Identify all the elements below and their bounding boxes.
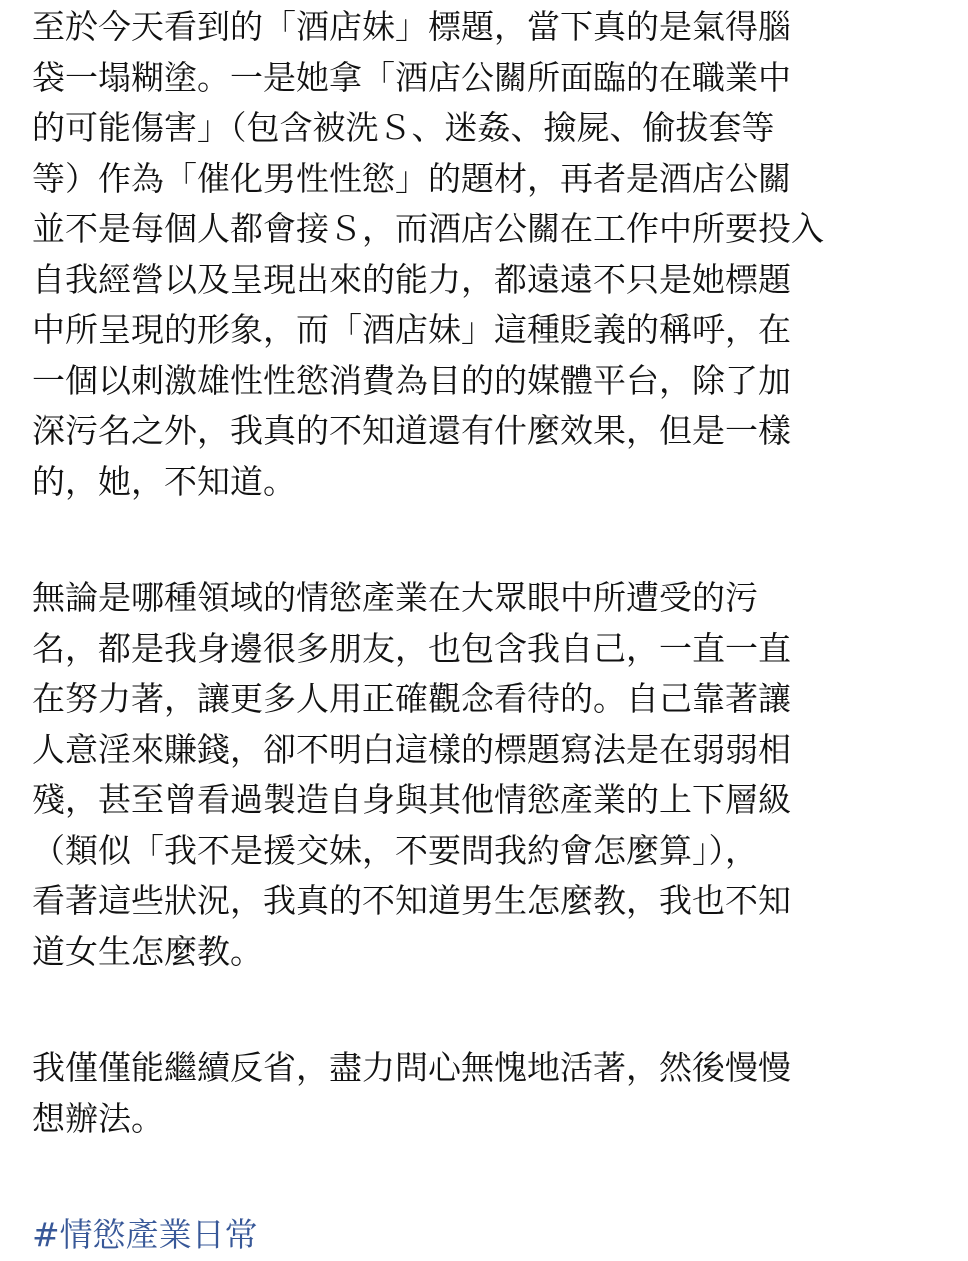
paragraph-line: 我僅僅能繼續反省，盡力問心無愧地活著，然後慢慢 [32,1048,791,1087]
paragraph-line: 至於今天看到的「酒店妹」標題，當下真的是氣得腦 [32,7,791,46]
paragraph-line: 人意淫來賺錢，卻不明白這樣的標題寫法是在弱弱相 [32,729,791,769]
paragraph-line: 自我經營以及呈現出來的能力，都遠遠不只是她標題 [32,259,791,299]
post-body [32,0,968,1261]
paragraph-line: 想辦法。 [32,1098,164,1138]
paragraph-line: 道女生怎麼教。 [32,931,263,971]
post-paragraph-2 [32,573,968,977]
paragraph-line: 等）作為「催化男性性慾」的題材，再者是酒店公關 [32,158,791,198]
paragraph-line: 並不是每個人都會接Ｓ，而酒店公關在工作中所要投入 [32,209,824,248]
post-paragraph-1 [32,2,968,507]
paragraph-line: 名，都是我身邊很多朋友，也包含我自己，一直一直 [32,628,791,668]
paragraph-line: 殘，甚至曾看過製造自身與其他情慾產業的上下層級 [32,780,791,819]
paragraph-line: 的可能傷害」（包含被洗Ｓ、迷姦、撿屍、偷拔套等 [32,108,775,147]
paragraph-spacer [32,507,968,573]
paragraph-spacer [32,977,968,1043]
paragraph-line: （類似「我不是援交妹，不要問我約會怎麼算」）， [32,830,758,870]
post-paragraph-3 [32,1043,968,1144]
paragraph-line: 看著這些狀況，我真的不知道男生怎麼教，我也不知 [32,881,791,920]
paragraph-line: 中所呈現的形象，而「酒店妹」這種貶義的稱呼，在 [32,310,791,349]
paragraph-line: 袋一塌糊塗。一是她拿「酒店公關所面臨的在職業中 [32,57,791,97]
paragraph-line: 的，她，不知道。 [32,461,296,501]
paragraph-line: 在努力著，讓更多人用正確觀念看待的。自己靠著讓 [32,679,791,718]
paragraph-line: 一個以刺激雄性性慾消費為目的的媒體平台，除了加 [32,360,791,400]
paragraph-line: 無論是哪種領域的情慾產業在大眾眼中所遭受的污 [32,578,758,617]
hashtag-link[interactable]: #情慾產業日常 [32,1215,258,1254]
hashtag-row [32,1210,968,1261]
paragraph-line: 深污名之外，我真的不知道還有什麼效果，但是一樣 [32,411,791,450]
paragraph-spacer [32,1144,968,1210]
